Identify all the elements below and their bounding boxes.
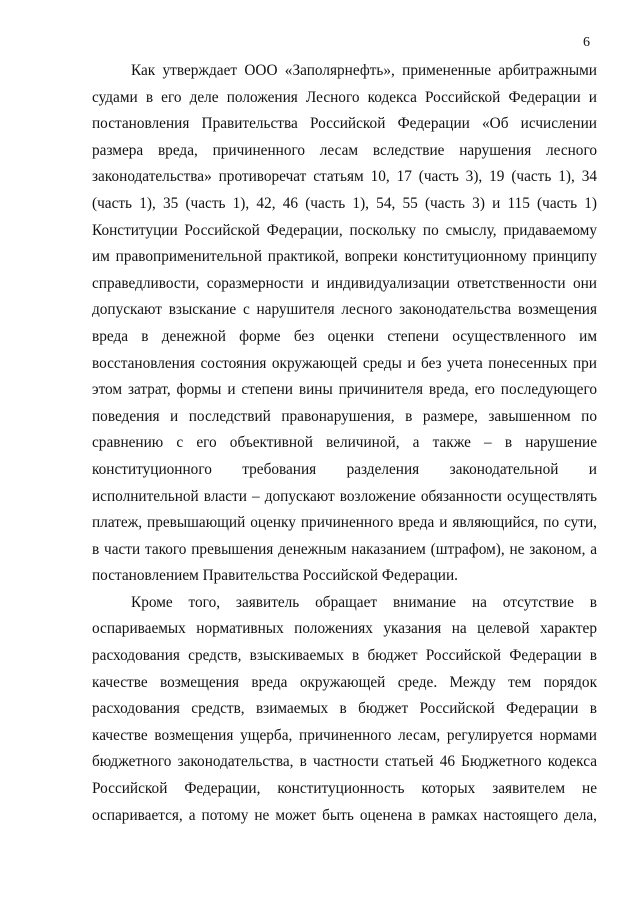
text-line: этом затрат, формы и степени вины причинителя вреда, его последующего xyxy=(92,381,597,399)
text-line: расходования средств, взимаемых в бюджет Российской Федерации в xyxy=(92,700,597,718)
text-line: сравнению с его объективной величиной, а также – в нарушение xyxy=(92,434,597,452)
paragraph-1 xyxy=(92,58,597,590)
text-line: исполнительной власти – допускают возложение обязанности осуществлять xyxy=(92,487,597,505)
text-line: расходования средств, взыскиваемых в бюджет Российской Федерации в xyxy=(92,647,597,665)
text-line: платеж, превышающий оценку причиненного вреда и являющийся, по сути, xyxy=(92,514,597,532)
text-line: восстановления состояния окружающей среды и без учета понесенных при xyxy=(92,354,597,372)
text-line: оспаривается, а потому не может быть оценена в рамках настоящего дела, xyxy=(92,806,597,824)
text-line: им правоприменительной практикой, вопреки конституционному принципу xyxy=(92,248,597,266)
text-line: качестве возмещения ущерба, причиненного лесам, регулируется нормами xyxy=(92,726,597,744)
text-line: Кроме того, заявитель обращает внимание на отсутствие в xyxy=(131,593,597,611)
text-line: бюджетного законодательства, в частности статьей 46 Бюджетного кодекса xyxy=(92,753,597,771)
text-line: поведения и последствий правонарушения, в размере, завышенном по xyxy=(92,407,597,425)
text-line: постановления Правительства Российской Федерации «Об исчислении xyxy=(92,115,597,133)
text-line: конституционного требования разделения законодательной и xyxy=(92,460,597,478)
text-line: вреда в денежной форме без оценки степени осуществленного им xyxy=(92,327,597,345)
text-line: Как утверждает ООО «Заполярнефть», примененные арбитражными xyxy=(131,62,597,79)
text-line: справедливости, соразмерности и индивидуализации ответственности они xyxy=(92,274,597,292)
text-line: допускают взыскание с нарушителя лесного законодательства возмещения xyxy=(92,301,597,319)
text-line: (часть 1), 35 (часть 1), 42, 46 (часть 1), 54, 55 (часть 3) и 115 (часть 1) xyxy=(92,194,597,212)
text-line: размера вреда, причиненного лесам вследствие нарушения лесного xyxy=(92,141,597,159)
text-line: законодательства» противоречат статьям 10, 17 (часть 3), 19 (часть 1), 34 xyxy=(92,168,597,186)
paragraph-2 xyxy=(92,590,597,829)
text-line: судами в его деле положения Лесного кодекса Российской Федерации и xyxy=(92,88,597,106)
text-line: качестве возмещения вреда окружающей среде. Между тем порядок xyxy=(92,673,597,691)
page-number: 6 xyxy=(583,35,590,50)
text-line: в части такого превышения денежным наказанием (штрафом), не законом, а xyxy=(92,540,597,558)
text-line: постановлением Правительства Российской Федерации. xyxy=(92,567,458,585)
text-line: оспариваемых нормативных положениях указания на целевой характер xyxy=(92,620,597,638)
text-line: Конституции Российской Федерации, поскольку по смыслу, придаваемому xyxy=(92,221,597,239)
text-line: Российской Федерации, конституционность которых заявителем не xyxy=(92,780,597,798)
document-body xyxy=(92,58,597,829)
